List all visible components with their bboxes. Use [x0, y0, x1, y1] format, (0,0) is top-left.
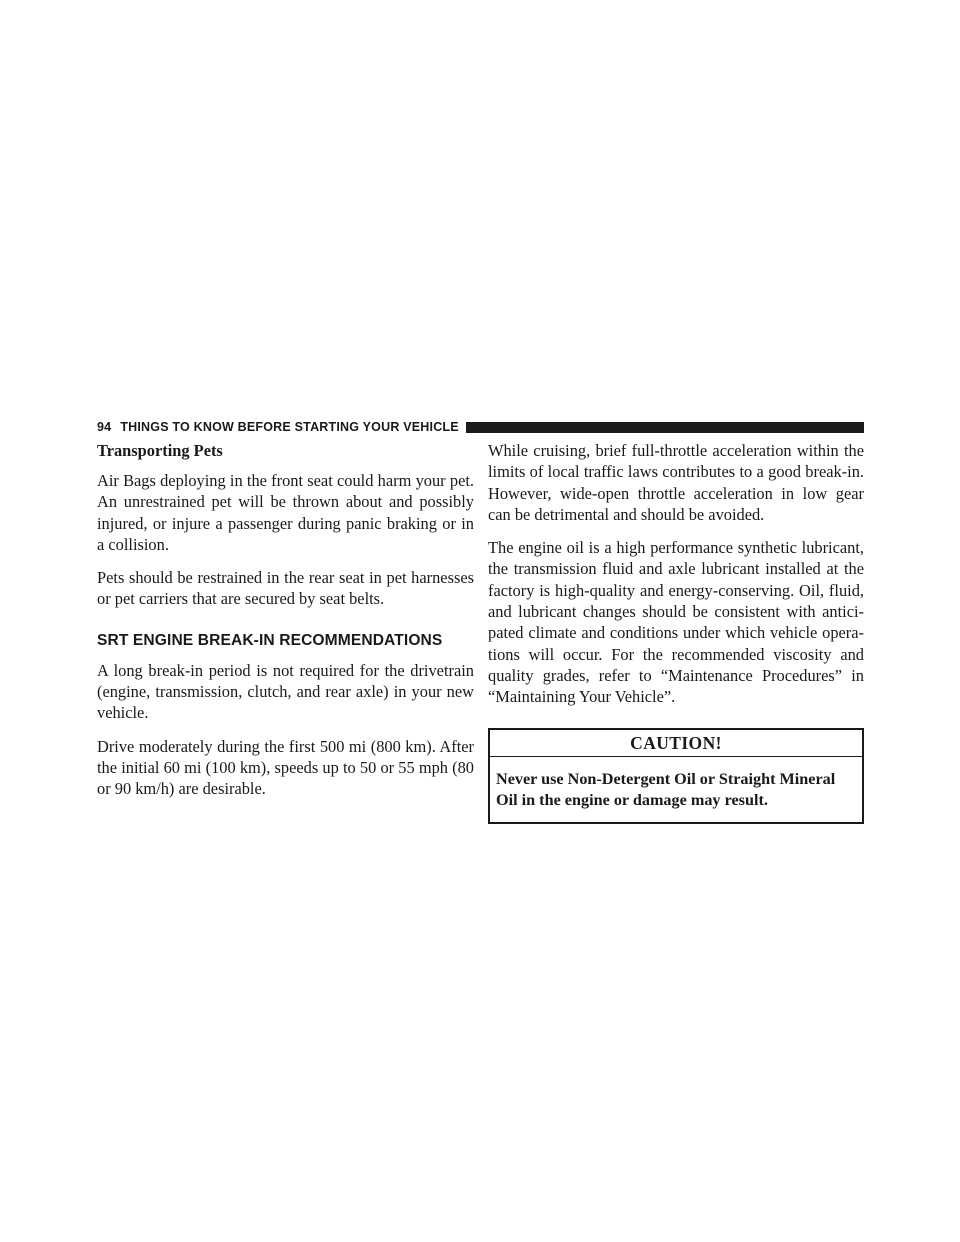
page-number: 94 — [97, 420, 112, 434]
paragraph-airbags-pets: Air Bags deploying in the front seat could harm your pet. An unrestrained pet will be thrown about and possibly injured, or injure a passenger during panic braking or in a collision. — [97, 471, 474, 554]
paragraph-break-in-period: A long break-in period is not required for the drivetrain (engine, transmission, clutch, and rear axle) in your new vehicle. — [97, 660, 474, 723]
subheading-transporting-pets: Transporting Pets — [97, 441, 223, 460]
paragraph-pet-restraint: Pets should be restrained in the rear seat in pet harnesses or pet carriers that are secured by seat belts. — [97, 568, 474, 609]
page-header — [97, 416, 864, 438]
chapter-title: THINGS TO KNOW BEFORE STARTING YOUR VEHICLE — [120, 420, 459, 434]
paragraph-drive-moderately: Drive moderately during the first 500 mi (800 km). After the initial 60 mi (100 km), speeds up to 50 or 55 mph (80 or 90 km/h) are desirable. — [97, 736, 474, 799]
paragraph-cruising: While cruising, brief full-throttle acceleration within the limits of local traffic laws contributes to a good break-in. However, wide-open throttle acceleration in low gear can be detrimental and should be avoided. — [488, 441, 864, 524]
section-heading-break-in: SRT ENGINE BREAK-IN RECOMMENDATIONS — [97, 631, 443, 649]
right-column — [488, 440, 864, 824]
header-rule — [466, 422, 864, 433]
caution-box — [488, 728, 864, 824]
caution-title: CAUTION! — [490, 730, 862, 757]
caution-text: Never use Non-Detergent Oil or Straight Mineral Oil in the engine or damage may result. — [496, 769, 836, 809]
left-column — [97, 440, 474, 812]
paragraph-engine-oil: The engine oil is a high performance synthetic lubricant, the transmission fluid and axle lubricant installed at the factory is high-quality and energy-conserving. Oil, fluid, and lubricant changes should be consistent with antici-pated climate and conditions under which vehicle opera-tions will occur. For the recommended viscosity and quality grades, refer to “Maintenance Procedures” in “Maintaining Your Vehicle”. — [488, 538, 864, 707]
